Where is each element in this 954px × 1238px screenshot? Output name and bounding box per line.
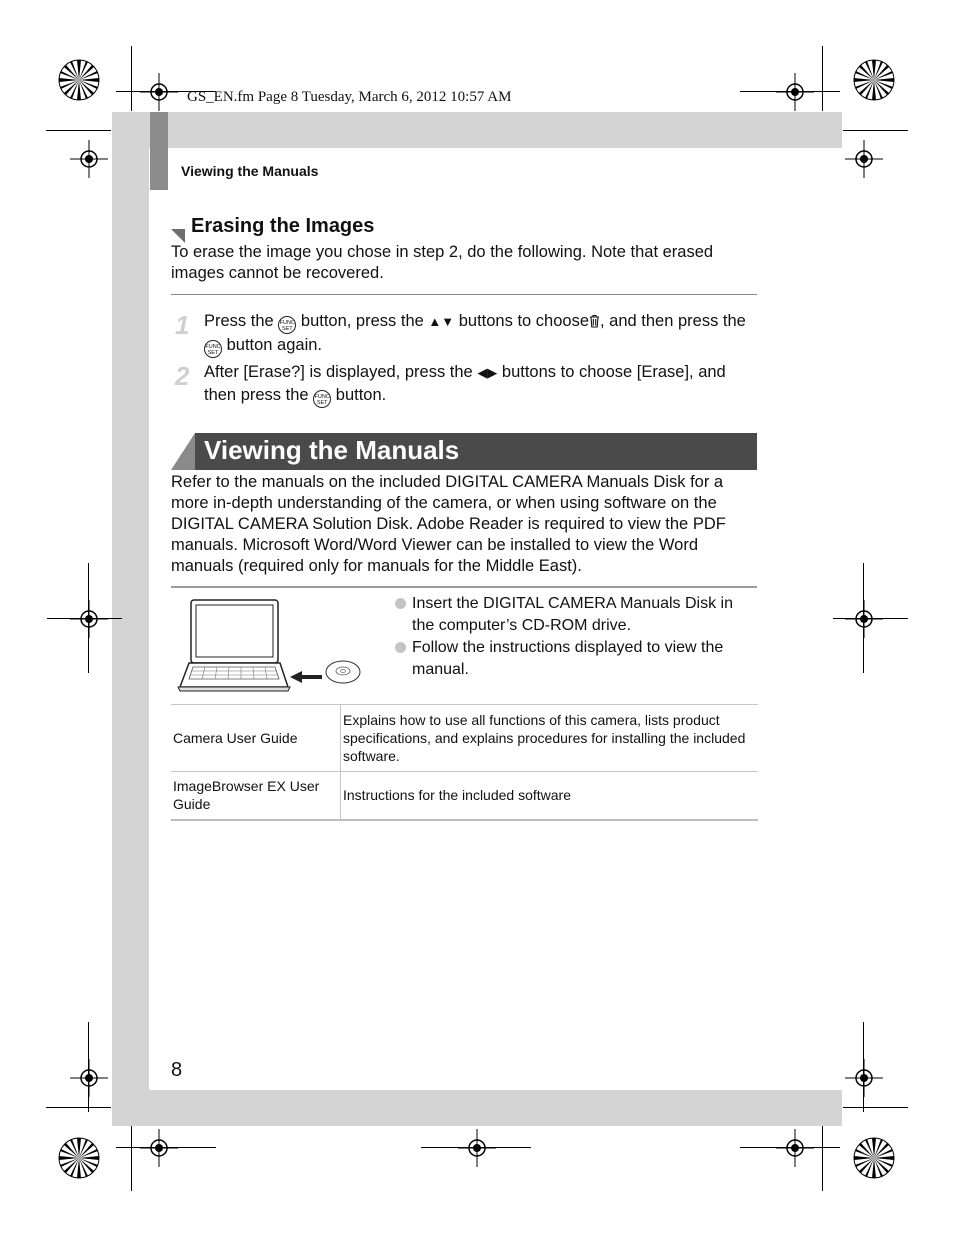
left-right-arrows-icon: ◀▶ xyxy=(477,365,498,380)
registration-mark-icon xyxy=(140,1129,178,1167)
crop-mark xyxy=(822,46,823,111)
manual-description: Explains how to use all functions of this camera, lists product specifications, and explains procedures for installing the included software. xyxy=(341,705,759,772)
divider xyxy=(171,294,757,295)
step-text xyxy=(204,310,760,358)
page-number: 8 xyxy=(171,1059,183,1081)
bullet-dot xyxy=(395,642,406,653)
registration-mark-icon xyxy=(140,73,178,111)
crop-line xyxy=(863,1022,864,1112)
up-down-arrows-icon: ▲▼ xyxy=(428,314,455,329)
registration-mark-icon xyxy=(845,1059,883,1097)
step-text-part: buttons to choose xyxy=(458,312,589,330)
func-set-button-icon: FUNC SET xyxy=(313,390,331,408)
registration-mark-icon xyxy=(845,140,883,178)
section-tab-marker xyxy=(150,112,168,190)
laptop-with-disc-illustration xyxy=(175,595,365,695)
table-row xyxy=(171,705,758,772)
registration-mark-icon xyxy=(776,1129,814,1167)
header-band xyxy=(112,112,842,148)
step-text-part: After [Erase?] is displayed, press the xyxy=(204,363,473,381)
left-margin-band xyxy=(112,112,149,1126)
manual-name: ImageBrowser EX User Guide xyxy=(171,772,341,820)
crop-line xyxy=(88,1022,89,1112)
bullet-text: Insert the DIGITAL CAMERA Manuals Disk in the computer’s CD-ROM drive. xyxy=(412,595,733,634)
crop-mark xyxy=(843,1107,908,1108)
crop-line xyxy=(88,563,89,673)
heading-triangle-icon xyxy=(171,229,185,243)
section-title: Viewing the Manuals xyxy=(204,435,460,465)
bullet-dot xyxy=(395,598,406,609)
registration-mark-icon xyxy=(776,73,814,111)
star-target-icon xyxy=(58,59,100,101)
func-set-button-icon: FUNC SET xyxy=(204,340,222,358)
step-text-part: buttons to choose [Erase], and then press the xyxy=(204,363,726,404)
print-slug: GS_EN.fm Page 8 Tuesday, March 6, 2012 10:57 AM xyxy=(187,89,512,105)
footer-band xyxy=(112,1090,842,1126)
manual-name: Camera User Guide xyxy=(171,705,341,772)
crop-line xyxy=(47,618,122,619)
crop-mark xyxy=(822,1126,823,1191)
step-text-part: button. xyxy=(335,386,387,404)
banner-corner-triangle xyxy=(171,433,195,470)
table-row xyxy=(171,772,758,820)
step-number: 1 xyxy=(175,310,190,340)
crop-mark xyxy=(843,130,908,131)
step-text-part: button again. xyxy=(226,336,323,354)
section-banner xyxy=(171,433,757,470)
star-target-icon xyxy=(58,1137,100,1179)
manuals-table xyxy=(171,704,758,821)
crop-mark xyxy=(46,1107,111,1108)
crop-mark xyxy=(131,46,132,111)
step-text-part: button, press the xyxy=(300,312,424,330)
star-target-icon xyxy=(853,59,895,101)
registration-mark-icon xyxy=(458,1129,496,1167)
viewing-body: Refer to the manuals on the included DIGITAL CAMERA Manuals Disk for a more in-depth understanding of the camera, or when using software on the DIGITAL CAMERA Solution Disk. Adobe Reader is required to view the PDF manuals. Microsoft Word/Word Viewer can be installed to view the Word manuals (required only for manuals for the Middle East). xyxy=(171,473,726,575)
crop-line xyxy=(116,1147,216,1148)
running-header: Viewing the Manuals xyxy=(181,163,319,179)
star-target-icon xyxy=(853,1137,895,1179)
crop-line xyxy=(833,618,908,619)
func-set-button-icon: FUNC SET xyxy=(278,316,296,334)
crop-line xyxy=(740,1147,840,1148)
registration-mark-icon xyxy=(70,1059,108,1097)
crop-line xyxy=(421,1147,531,1148)
erasing-heading: Erasing the Images xyxy=(191,215,375,237)
crop-mark xyxy=(131,1126,132,1191)
trash-icon xyxy=(589,314,600,328)
step-number: 2 xyxy=(175,361,190,391)
manual-description: Instructions for the included software xyxy=(341,772,759,820)
step-text xyxy=(204,361,760,408)
registration-mark-icon xyxy=(70,600,108,638)
crop-mark xyxy=(46,130,111,131)
registration-mark-icon xyxy=(70,140,108,178)
erasing-intro: To erase the image you chose in step 2, do the following. Note that erased images cannot be recovered. xyxy=(171,243,714,282)
step-text-part: Press the xyxy=(204,312,274,330)
divider xyxy=(171,586,757,588)
step-text-part: , and then press the xyxy=(600,312,746,330)
crop-line xyxy=(740,91,840,92)
bullet-text: Follow the instructions displayed to view the manual. xyxy=(412,639,724,678)
crop-line xyxy=(863,563,864,673)
registration-mark-icon xyxy=(845,600,883,638)
